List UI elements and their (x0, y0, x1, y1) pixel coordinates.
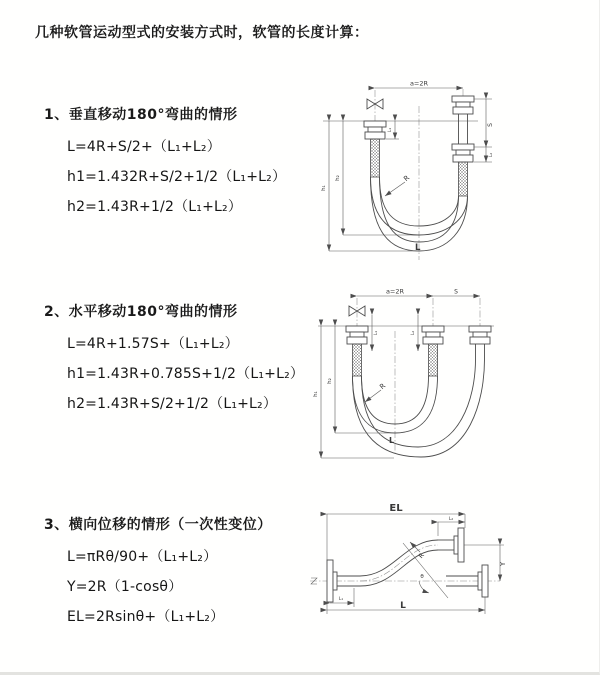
dim-label-h1: h₁ (313, 391, 319, 397)
dim-label-s: S (487, 123, 494, 127)
diagram-lateral-displacement (308, 486, 600, 648)
right-flange-top-hub (453, 107, 473, 114)
left-braided-hose (371, 139, 380, 177)
left-flange (364, 121, 386, 127)
dim-label-y: Y (499, 561, 507, 567)
dim-label-r: R (402, 173, 412, 184)
dim-label-l: L (415, 243, 421, 253)
dim-label-l2: L₂ (489, 152, 494, 158)
leader-line-r (385, 182, 405, 196)
dim-label-el: EL (389, 503, 403, 514)
left-braided-hose (353, 344, 362, 376)
dim-label-a2r: a=2R (409, 79, 429, 88)
right-flange-moved (452, 144, 474, 150)
left-flange-neck (350, 332, 364, 337)
right-flange-moved-neck (473, 332, 487, 337)
middle-flange-neck (426, 332, 440, 337)
middle-flange (422, 326, 444, 332)
hose-lower-wall (360, 550, 438, 586)
hose-centerline (360, 545, 438, 581)
hose-upper-wall (360, 540, 438, 576)
dim-label-r: R (378, 381, 388, 392)
original-flange-hub (478, 572, 482, 590)
section1-heading: 1、垂直移动180°弯曲的情形 (44, 107, 238, 123)
hose-curve-pos2-outer (353, 359, 485, 457)
leader-line-r (365, 390, 381, 402)
section3-heading: 3、横向位移的情形（一次性变位） (44, 517, 272, 533)
diagram-horizontal-180-bend (308, 281, 600, 477)
right-flange-top (452, 96, 474, 102)
middle-flange-hub (423, 337, 443, 344)
dim-label-h1: h₁ (321, 185, 327, 191)
dim-label-l: L (389, 436, 395, 445)
construction-line (403, 543, 448, 598)
dim-label-l2: L₂ (448, 517, 454, 522)
angle-label-theta: θ (420, 574, 424, 580)
section3-formula-y: Y=2R（1-cosθ） (67, 579, 183, 595)
section1-formula-h1: h1=1.432R+S/2+1/2（L₁+L₂） (67, 169, 287, 185)
page-title: 几种软管运动型式的安装方式时，软管的长度计算： (35, 25, 369, 41)
dim-label-r: R (416, 551, 426, 561)
angle-arc (419, 581, 429, 593)
right-braided-hose (459, 162, 468, 196)
section2-formula-h1: h1=1.43R+0.785S+1/2（L₁+L₂） (67, 366, 305, 382)
left-flange-plate (327, 560, 333, 602)
left-flange (346, 326, 368, 332)
dim-label-l1: L₁ (388, 127, 393, 133)
left-flange-hub (347, 337, 367, 344)
right-flange-moved-hub (453, 155, 473, 162)
leader-line-r (410, 542, 420, 552)
left-flange-neck (368, 127, 382, 132)
right-flange-moved-neck (456, 150, 470, 155)
original-flange-plate (482, 565, 488, 597)
dim-label-l1: L₁ (374, 330, 379, 336)
left-flange-hub (365, 132, 385, 139)
dim-label-l1: L₁ (338, 597, 344, 602)
dim-label-l2: L₂ (411, 330, 416, 336)
dim-label-a2r: a=2R (385, 287, 405, 296)
left-flange-hub (333, 572, 337, 590)
right-flange-hub (454, 536, 458, 554)
hose-curve-pos2-outer (371, 177, 468, 251)
section1-formula-l: L=4R+S/2+（L₁+L₂） (67, 139, 221, 155)
right-flange-plate (458, 528, 464, 562)
section3-formula-l: L=πRθ/90+（L₁+L₂） (67, 549, 218, 565)
section1-formula-h2: h2=1.43R+1/2（L₁+L₂） (67, 199, 243, 215)
right-flange-moved (469, 326, 491, 332)
hose-curve-pos2-inner (362, 359, 476, 447)
middle-braided-hose (429, 344, 438, 376)
section3-formula-el: EL=2Rsinθ+（L₁+L₂） (67, 609, 225, 625)
dim-label-h2: h₂ (335, 175, 341, 181)
dim-label-h2: h₂ (327, 378, 333, 384)
dim-label-l: L (400, 601, 406, 611)
section2-formula-h2: h2=1.43R+S/2+1/2（L₁+L₂） (67, 396, 278, 412)
section2-heading: 2、水平移动180°弯曲的情形 (44, 304, 238, 320)
diagram-vertical-180-bend (315, 76, 600, 272)
dim-label-s: S (454, 288, 458, 296)
right-flange-moved-hub (470, 337, 490, 344)
section2-formula-l: L=4R+1.57S+（L₁+L₂） (67, 336, 239, 352)
right-flange-top-neck (456, 102, 470, 107)
